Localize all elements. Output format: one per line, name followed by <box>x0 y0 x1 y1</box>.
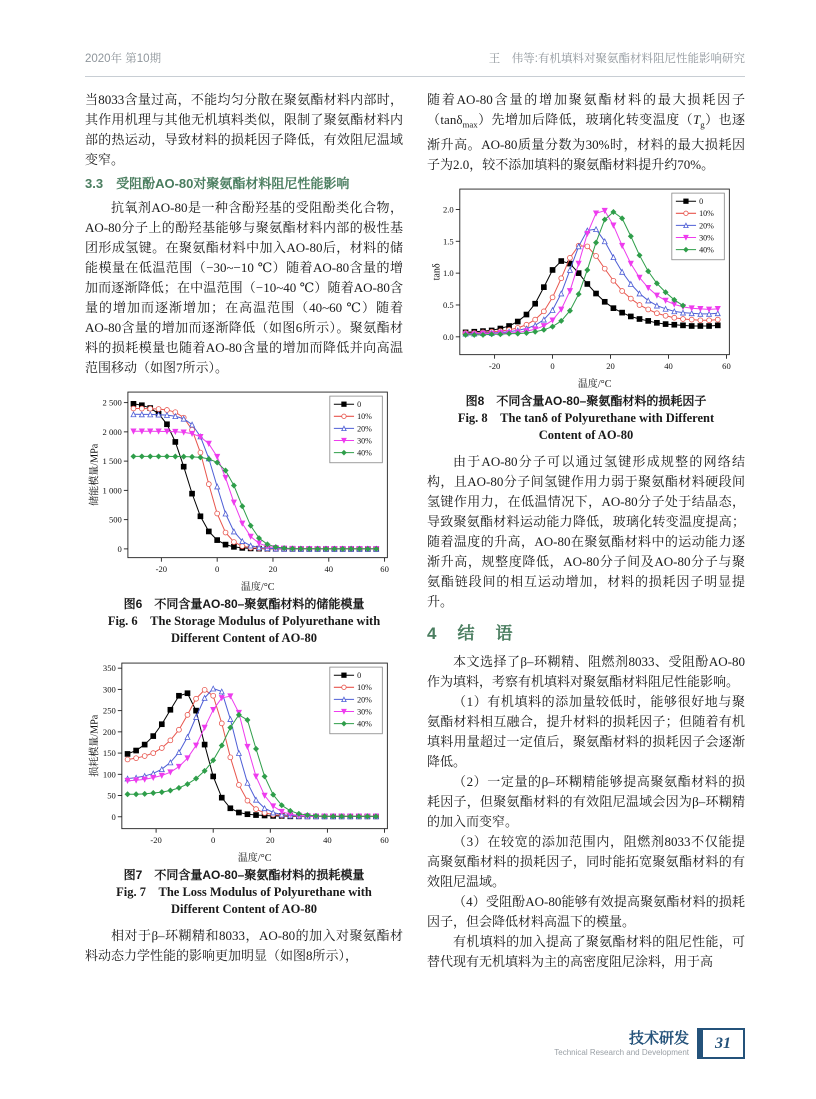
paragraph: 本文选择了β–环糊精、阻燃剂8033、受阻酚AO-80作为填料，考察有机填料对聚氨酯材料阻尼性能影响。 <box>427 653 745 689</box>
svg-text:200: 200 <box>102 726 116 737</box>
svg-text:20: 20 <box>268 563 278 574</box>
svg-text:10%: 10% <box>357 412 372 422</box>
paragraph: 随着AO-80含量的增加聚氨酯材料的最大损耗因子（tanδ$_{max}$）先增加后降低，玻璃化转变温度$(T_g)$也逐渐升高。AO-80质量分数为30%时，材料的最大损耗因子为2.0，较不添加填料的聚氨酯材料提升约70%。 <box>427 92 745 172</box>
right-column <box>427 90 745 972</box>
left-column <box>85 90 403 972</box>
svg-text:40: 40 <box>323 834 332 845</box>
paragraph: （1）有机填料的添加量较低时，能够很好地与聚氨酯材料相互融合，提升材料的损耗因子；但随着有机填料用量超过一定值后，聚氨酯材料的损耗因子会逐渐降低。 <box>427 693 745 769</box>
svg-text:20%: 20% <box>699 220 714 230</box>
page-header <box>85 50 745 66</box>
svg-text:40%: 40% <box>357 719 372 729</box>
svg-text:60: 60 <box>380 834 389 845</box>
svg-text:300: 300 <box>102 684 116 695</box>
paragraph: 抗氧剂AO-80是一种含酚羟基的受阻酚类化合物，AO-80分子上的酚羟基能够与聚氨酯材料内部的极性基团形成氢键。在聚氨酯材料中加入AO-80后，材料的储能模量在低温范围（−30~−10 ℃）随着AO-80含量的增加而逐渐降低；在中温范围（−10~40 ℃）随着AO-80含量的增加而逐渐增加；在高温范围（40~60 ℃）随着AO-80含量的增加而逐渐降低（如图6所示）。聚氨酯材料的损耗模量也随着AO-80含量的增加而降低并向高温范围移动（如图7所示）。 <box>85 200 403 375</box>
header-issue: 2020年 第10期 <box>85 53 162 65</box>
svg-text:温度/°C: 温度/°C <box>577 378 612 390</box>
svg-text:60: 60 <box>722 360 731 371</box>
fig7-caption-cn: 图7 不同含量AO-80–聚氨酯材料的损耗模量 <box>123 868 365 882</box>
header-rule <box>85 76 745 77</box>
page-number-box <box>697 1028 745 1059</box>
figure-6 <box>85 384 403 647</box>
svg-text:30%: 30% <box>357 707 372 717</box>
svg-text:-20: -20 <box>155 563 168 574</box>
svg-text:1.0: 1.0 <box>443 267 454 278</box>
fig6-caption-cn: 图6 不同含量AO-80–聚氨酯材料的储能模量 <box>123 597 365 611</box>
svg-text:-20: -20 <box>488 360 501 371</box>
svg-text:储能模量/MPa: 储能模量/MPa <box>89 443 101 506</box>
svg-text:温度/°C: 温度/°C <box>240 581 275 593</box>
fig8-caption-cn: 图8 不同含量AO-80–聚氨酯材料的损耗因子 <box>465 393 707 408</box>
svg-text:50: 50 <box>107 790 116 801</box>
tan-delta-chart <box>429 181 743 391</box>
svg-text:1.5: 1.5 <box>443 235 454 246</box>
svg-text:0: 0 <box>117 543 122 554</box>
footer-section-cn: 技术研发 <box>628 1030 689 1047</box>
svg-text:2.0: 2.0 <box>443 204 454 215</box>
svg-text:1 000: 1 000 <box>102 485 122 496</box>
svg-text:0.0: 0.0 <box>443 331 454 342</box>
svg-text:0.5: 0.5 <box>443 299 454 310</box>
svg-text:150: 150 <box>102 748 116 759</box>
page-number: 31 <box>715 1034 731 1052</box>
section-heading-4: 4 结 语 <box>427 623 515 643</box>
svg-text:0: 0 <box>211 834 216 845</box>
section-heading-3-3: 3.3 受阻酚AO-80对聚氨酯材料阻尼性能影响 <box>85 176 350 191</box>
svg-text:40: 40 <box>664 360 673 371</box>
fig8-caption-en: Fig. 8 The tanδ of Polyurethane with Different Content of AO-80 <box>457 410 715 442</box>
svg-text:1 500: 1 500 <box>102 456 122 467</box>
svg-text:0: 0 <box>215 563 220 574</box>
two-column-body <box>85 90 745 972</box>
svg-text:500: 500 <box>108 514 122 525</box>
footer-section-en: Technical Research and Development <box>554 1048 689 1057</box>
svg-text:30%: 30% <box>357 436 372 446</box>
figure-8 <box>427 181 745 444</box>
storage-modulus-chart <box>87 384 401 594</box>
svg-text:250: 250 <box>102 705 116 716</box>
figure-7 <box>85 655 403 918</box>
fig7-caption-en: Fig. 7 The Loss Modulus of Polyurethane with Different Content of AO-80 <box>116 885 372 916</box>
svg-text:0: 0 <box>357 671 362 681</box>
svg-text:40: 40 <box>324 563 334 574</box>
svg-text:20%: 20% <box>357 424 372 434</box>
paragraph: 有机填料的加入提高了聚氨酯材料的阻尼性能，可替代现有无机填料为主的高密度阻尼涂料，用于高 <box>427 933 745 969</box>
paragraph: （3）在较宽的添加范围内，阻燃剂8033不仅能提高聚氨酯材料的损耗因子，同时能拓宽聚氨酯材料的有效阻尼温域。 <box>427 833 745 889</box>
paragraph: 相对于β–环糊精和8033，AO-80的加入对聚氨酯材料动态力学性能的影响更加明显（如图8所示）， <box>85 928 403 963</box>
svg-text:0: 0 <box>357 400 362 410</box>
svg-text:60: 60 <box>380 563 389 574</box>
svg-text:20: 20 <box>266 834 275 845</box>
svg-text:30%: 30% <box>699 232 714 242</box>
paragraph: （4）受阻酚AO-80能够有效提高聚氨酯材料的损耗因子，但会降低材料高温下的模量。 <box>427 893 745 929</box>
loss-modulus-chart <box>87 655 401 865</box>
paragraph: （2）一定量的β–环糊精能够提高聚氨酯材料的损耗因子，但聚氨酯材料的有效阻尼温域会因为β–环糊精的加入而变窄。 <box>427 773 745 829</box>
footer-labels <box>554 1028 689 1058</box>
svg-text:0: 0 <box>699 196 704 206</box>
page-footer <box>554 1028 745 1059</box>
header-running-title: 王 伟等:有机填料对聚氨酯材料阻尼性能影响研究 <box>488 53 745 65</box>
paragraph: 当8033含量过高，不能均匀分散在聚氨酯材料内部时，其作用机理与其他无机填料类似，限制了聚氨酯材料内部的热运动，导致材料的损耗因子降低，有效阻尼温域变窄。 <box>85 92 403 167</box>
svg-text:10%: 10% <box>699 208 714 218</box>
svg-text:-20: -20 <box>150 834 162 845</box>
svg-text:0: 0 <box>111 811 116 822</box>
svg-text:20%: 20% <box>357 695 372 705</box>
svg-text:10%: 10% <box>357 683 372 693</box>
svg-text:20: 20 <box>606 360 615 371</box>
paragraph: 由于AO-80分子可以通过氢键形成规整的网络结构，且AO-80分子间氢键作用力弱于聚氨酯材料硬段间氢键作用力，在低温情况下，AO-80分子处于结晶态，导致聚氨酯材料运动能力降低，玻璃化转变温度提高；随着温度的升高，AO-80在聚氨酯材料中的运动能力逐渐升高，规整度降低，AO-80分子间及AO-80分子与聚氨酯链段间的相互运动增加，材料的损耗因子明显提升。 <box>427 453 745 609</box>
svg-text:损耗模量/MPa: 损耗模量/MPa <box>89 714 101 777</box>
svg-text:2 000: 2 000 <box>102 426 122 437</box>
svg-text:40%: 40% <box>357 448 372 458</box>
svg-text:2 500: 2 500 <box>102 397 122 408</box>
svg-text:tanδ: tanδ <box>431 262 443 280</box>
svg-text:40%: 40% <box>699 245 714 255</box>
svg-text:0: 0 <box>550 360 555 371</box>
svg-text:温度/°C: 温度/°C <box>237 852 272 864</box>
svg-text:350: 350 <box>102 663 116 674</box>
svg-text:100: 100 <box>102 769 116 780</box>
fig6-caption-en: Fig. 6 The Storage Modulus of Polyurethane with Different Content of AO-80 <box>107 614 381 645</box>
